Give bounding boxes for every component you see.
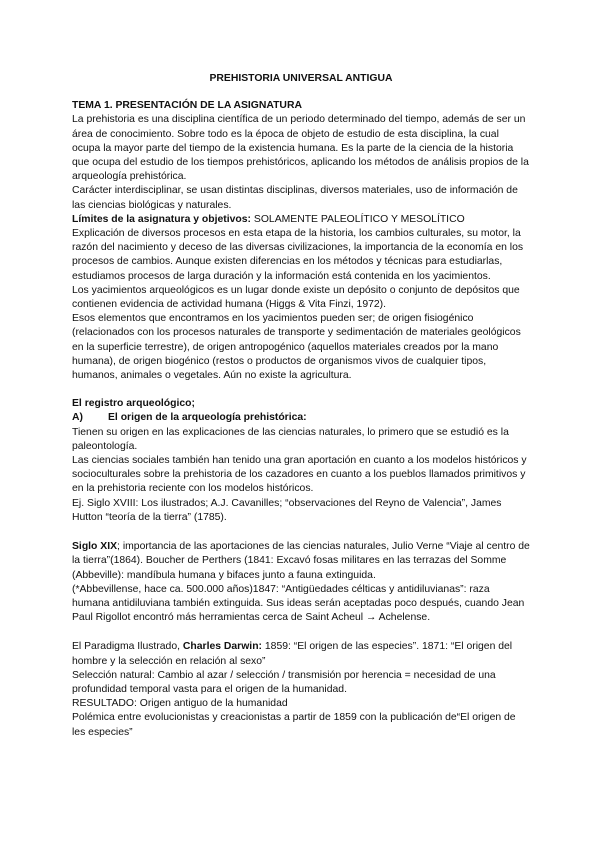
origen-paragraph-2: Las ciencias sociales también han tenido una gran aportación en cuanto a los modelos históricos y socioculturales sobre la prehistoria de los cazadores en cuanto a los pueblos llamados primitivos y en la prehistoria reciente con los modelos históricos. [72, 455, 527, 495]
limites-paragraph: Explicación de diversos procesos en esta etapa de la historia, los cambios culturales, su motor, la razón del nacimiento y deceso de las diversas civilizaciones, la importancia de la economía en los procesos de cambios. Aunque existen diferencias en los métodos y técnicas para estudiarlas, estudiamos procesos de larga duración y la información está contenida en los yacimientos. [72, 228, 524, 282]
spacer [72, 625, 530, 640]
origen-paragraph-3: Ej. Siglo XVIII: Los ilustrados; A.J. Cavanilles; “observaciones del Reyno de Valencia”, James Hutton “teoría de la tierra” (1785). [72, 497, 502, 523]
spacer [72, 525, 530, 540]
siglo-xix-label: Siglo XIX [72, 541, 118, 553]
siglo-xix-paragraph [72, 540, 530, 583]
section-a-title: El origen de la arqueología prehistórica: [108, 412, 307, 424]
intro-paragraph: La prehistoria es una disciplina científica de un periodo determinado del tiempo, además de ser un área de conocimiento. Sobre todo es la época de objeto de estudio de esta disciplina, la cual ocupa la mayor parte del tiempo de la existencia humana. Es la parte de la ciencia de la historia que ocupa del estudio de los tiempos prehistóricos, aplicando los métodos de análisis propios de la arqueología prehistórica. [72, 114, 529, 183]
limites-label: Límites de la asignatura y objetivos: [72, 213, 252, 225]
resultado-line: RESULTADO: Origen antiguo de la humanidad [72, 698, 288, 710]
yacimientos-paragraph: Los yacimientos arqueológicos es un lugar donde existe un depósito o conjunto de depósitos que contienen evidencia de actividad humana (Higgs & Vita Finzi, 1972). [72, 284, 520, 311]
limites-line [72, 213, 530, 227]
siglo-xix-text: ; importancia de las aportaciones de las ciencias naturales, Julio Verne “Viaje al centro de la tierra”(1864). Boucher de Perthers (1841: Excavó fosas militares en las terrazas del Somme (Abbeville): mandíbula humana y bifaces junto a fauna extinguida. [72, 541, 530, 581]
interdisciplinar-paragraph: Carácter interdisciplinar, se usan distintas disciplinas, diversos materiales, uso de información de las ciencias biológicas y naturales. [72, 185, 518, 211]
abbevillense-paragraph: (*Abbevillense, hace ca. 500.000 años)1847: “Antigüedades célticas y antidiluvianas”: raza humana antidiluviana también extinguida. Sus ideas serán aceptadas poco después, cuando Jean Paul Rigollot encontró más herramientas cerca de Saint Acheul → Achelense. [72, 583, 525, 624]
registro-heading: El registro arqueológico; [72, 398, 195, 410]
darwin-works: 1859: “El origen de las especies”. 1871: “El origen del hombre y la selección en relación al sexo” [72, 641, 513, 667]
section-a-letter: A) [72, 412, 83, 424]
spacer [72, 383, 530, 397]
section-a-heading [72, 411, 530, 425]
limites-value: SOLAMENTE PALEOLÍTICO Y MESOLÍTICO [251, 213, 465, 225]
elementos-paragraph: Esos elementos que encontramos en los yacimientos pueden ser; de origen fisiogénico (relacionados con los procesos naturales de transporte y sedimentación de materiales geológicos en la superficie terrestre), de origen antropogénico (aquellos materiales creados por la mano humana), de origen biogénico (restos o productos de organismos vivos de cualquier tipos, humanos, animales o vegetales. Aún no existe la agricultura. [72, 313, 521, 382]
document-title: PREHISTORIA UNIVERSAL ANTIGUA [209, 73, 393, 84]
seleccion-paragraph: Selección natural: Cambio al azar / selección / transmisión por herencia = necesidad de una profundidad temporal vasta para el origen de la humanidad. [72, 669, 496, 695]
origen-paragraph-1: Tienen su origen en las explicaciones de las ciencias naturales, lo primero que se estudió es la paleontología. [72, 426, 509, 452]
polemica-paragraph: Polémica entre evolucionistas y creacionistas a partir de 1859 con la publicación de“El origen de les especies” [72, 712, 516, 738]
tema-heading: TEMA 1. PRESENTACIÓN DE LA ASIGNATURA [72, 100, 302, 112]
darwin-name: Charles Darwin: [182, 641, 262, 653]
darwin-prefix: El Paradigma Ilustrado, [72, 641, 183, 653]
darwin-paragraph [72, 640, 530, 668]
